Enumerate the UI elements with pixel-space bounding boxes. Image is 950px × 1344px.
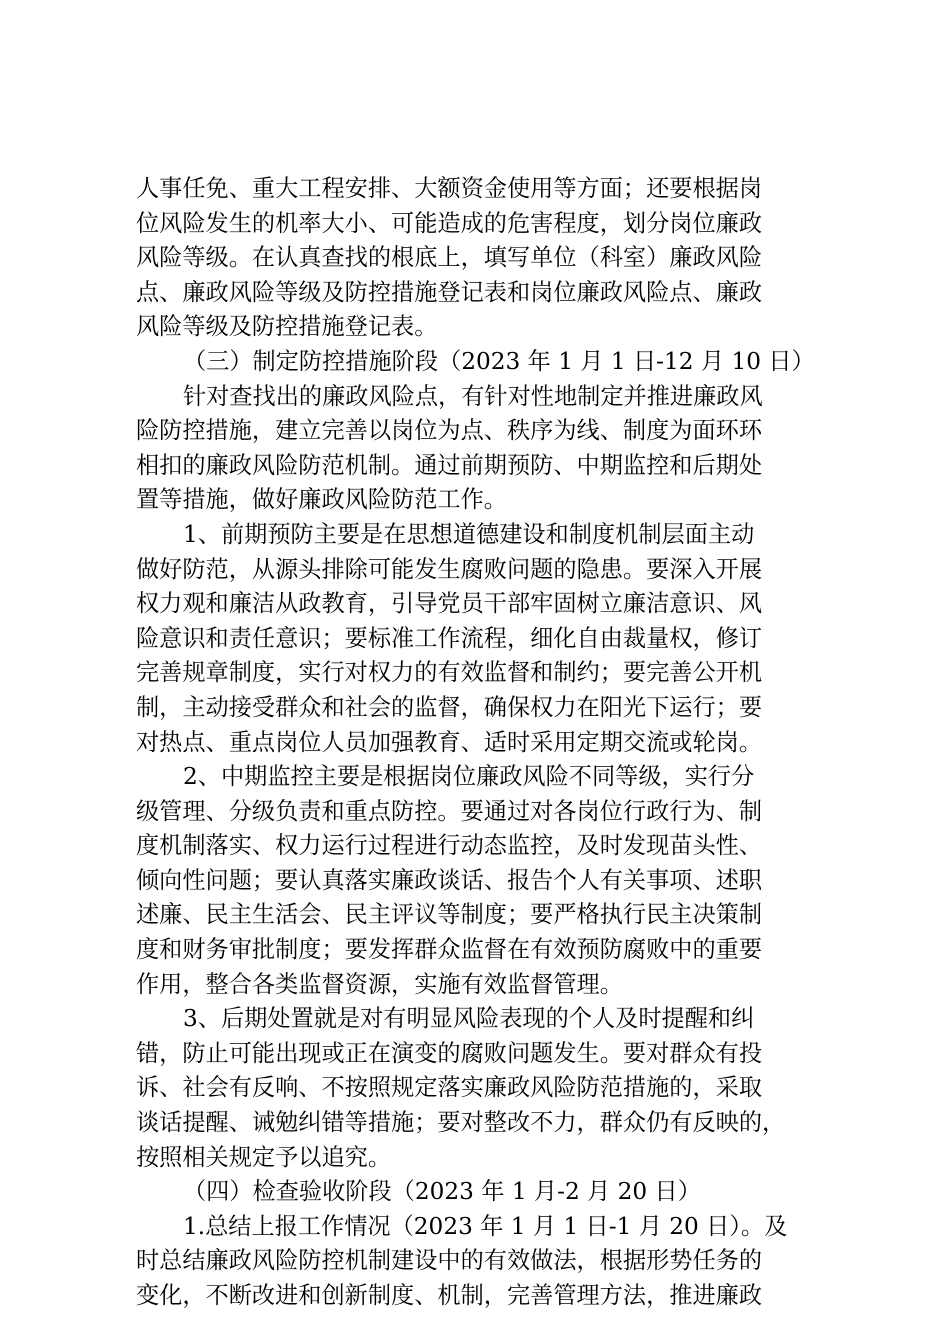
text-line: 作用，整合各类监督资源，实施有效监督管理。	[136, 970, 623, 998]
text-line: （三）制定防控措施阶段（2023 年 1 月 1 日-12 月 10 日）	[183, 347, 815, 375]
text-line: 错，防止可能出现或正在演变的腐败问题发生。要对群众有投	[136, 1039, 763, 1067]
text-line: 诉、社会有反响、不按照规定落实廉政风险防范措施的，采取	[136, 1074, 763, 1102]
text-line: 度和财务审批制度；要发挥群众监督在有效预防腐败中的重要	[136, 936, 763, 964]
text-line: 权力观和廉洁从政教育，引导党员干部牢固树立廉洁意识、风	[136, 590, 763, 618]
text-line: 倾向性问题；要认真落实廉政谈话、报告个人有关事项、述职	[136, 866, 763, 894]
text-line: 述廉、民主生活会、民主评议等制度；要严格执行民主决策制	[136, 901, 763, 929]
text-line: 3、后期处置就是对有明显风险表现的个人及时提醒和纠	[183, 1005, 755, 1033]
text-line: 风险等级。在认真查找的根底上，填写单位（科室）廉政风险	[136, 244, 763, 272]
text-line: 1.总结上报工作情况（2023 年 1 月 1 日-1 月 20 日）。及	[183, 1212, 788, 1240]
text-line: 点、廉政风险等级及防控措施登记表和岗位廉政风险点、廉政	[136, 278, 763, 306]
text-line: 完善规章制度，实行对权力的有效监督和制约；要完善公开机	[136, 659, 763, 687]
text-line: 2、中期监控主要是根据岗位廉政风险不同等级，实行分	[183, 763, 755, 791]
text-line: 针对查找出的廉政风险点，有针对性地制定并推进廉政风	[183, 382, 763, 410]
text-line: 位风险发生的机率大小、可能造成的危害程度，划分岗位廉政	[136, 209, 763, 237]
text-line: 时总结廉政风险防控机制建设中的有效做法，根据形势任务的	[136, 1247, 763, 1275]
text-line: 1、前期预防主要是在思想道德建设和制度机制层面主动	[183, 520, 755, 548]
text-line: 险防控措施，建立完善以岗位为点、秩序为线、制度为面环环	[136, 417, 763, 445]
text-line: 变化，不断改进和创新制度、机制，完善管理方法，推进廉政	[136, 1282, 763, 1309]
text-line: 风险等级及防控措施登记表。	[136, 313, 438, 341]
text-line: 做好防范，从源头排除可能发生腐败问题的隐患。要深入开展	[136, 555, 763, 583]
text-line: （四）检查验收阶段（2023 年 1 月-2 月 20 日）	[183, 1178, 701, 1206]
text-line: 度机制落实、权力运行过程进行动态监控，及时发现苗头性、	[136, 832, 763, 860]
text-line: 制，主动接受群众和社会的监督，确保权力在阳光下运行；要	[136, 693, 763, 721]
text-line: 谈话提醒、诫勉纠错等措施；要对整改不力，群众仍有反映的，	[136, 1109, 786, 1137]
text-line: 按照相关规定予以追究。	[136, 1143, 392, 1171]
text-line: 级管理、分级负责和重点防控。要通过对各岗位行政行为、制	[136, 797, 763, 825]
document-body	[136, 172, 826, 1314]
text-line: 置等措施，做好廉政风险防范工作。	[136, 486, 507, 514]
text-line: 对热点、重点岗位人员加强教育、适时采用定期交流或轮岗。	[136, 728, 763, 756]
text-line: 险意识和责任意识；要标准工作流程，细化自由裁量权，修订	[136, 624, 763, 652]
text-line: 人事任免、重大工程安排、大额资金使用等方面；还要根据岗	[136, 175, 763, 202]
text-line: 相扣的廉政风险防范机制。通过前期预防、中期监控和后期处	[136, 451, 763, 479]
